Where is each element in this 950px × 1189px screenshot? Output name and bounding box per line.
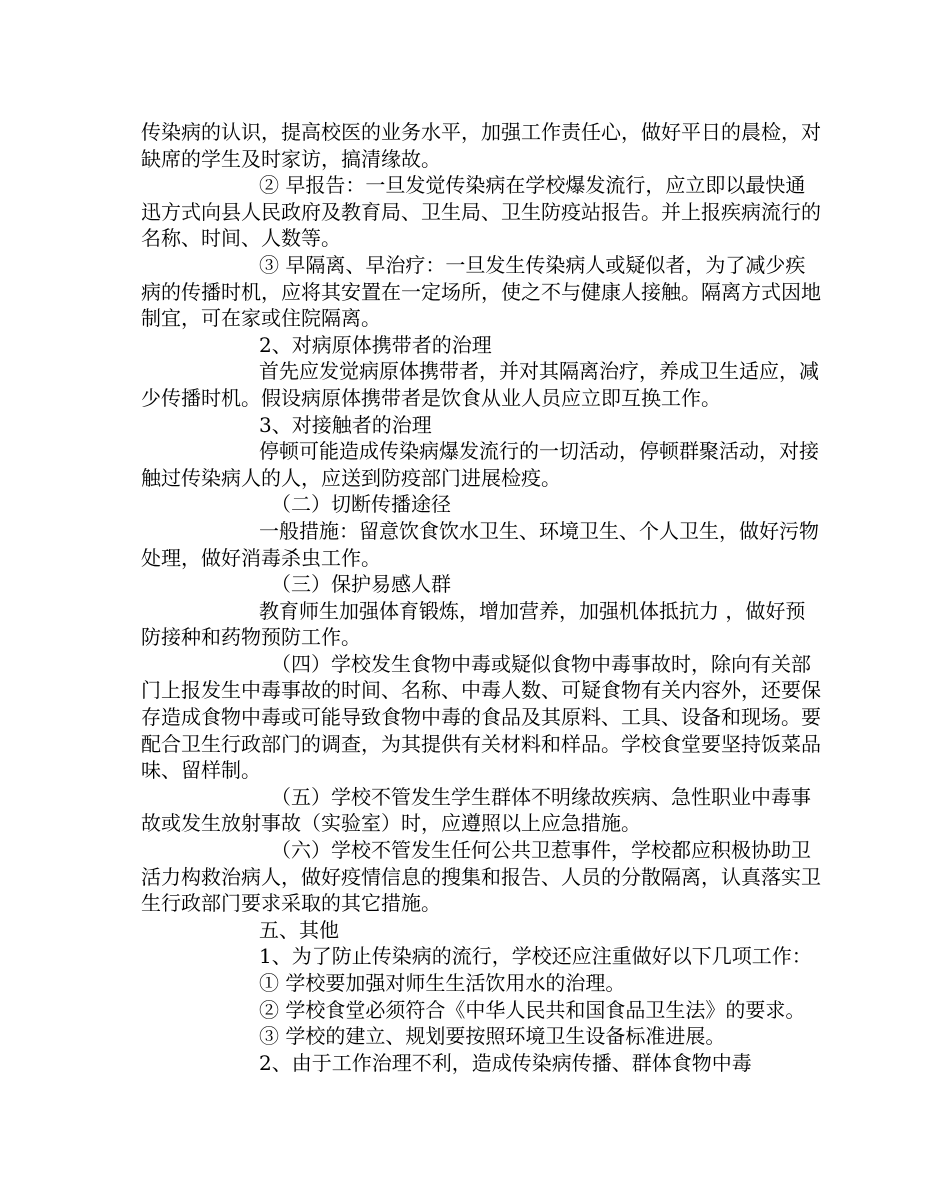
paragraph-early-report: ② 早报告：一旦发觉传染病在学校爆发流行，应立即以最快通迅方式向县人民政府及教育局、卫生局、卫生防疫站报告。并上报疾病流行的名称、时间、人数等。 (141, 173, 821, 251)
heading-contact-management: 3、对接触者的治理 (259, 412, 432, 437)
heading-other: 五、其他 (259, 917, 339, 942)
paragraph-public-health-event: （六）学校不管发生任何公共卫惹事件，学校都应积极协助卫活力构救治病人，做好疫情信息的搜集和报告、人员的分散隔离，认真落实卫生行政部门要求采取的其它措施。 (141, 838, 821, 916)
paragraph-contact-management: 停顿可能造成传染病爆发流行的一切活动，停顿群聚活动，对接触过传染病人的人，应送到防疫部门进展检疫。 (141, 439, 819, 490)
list-item-construction-planning: ③ 学校的建立、规划要按照环境卫生设备标准进展。 (259, 1024, 726, 1049)
list-item-drinking-water: ① 学校要加强对师生生活饮用水的治理。 (259, 971, 626, 995)
paragraph-carrier-management: 首先应发觉病原体携带者，并对其隔离治疗，养成卫生适应，减少传播时机。假设病原体携带者是饮食从业人员应立即互换工作。 (141, 359, 819, 410)
paragraph-food-poisoning: （四）学校发生食物中毒或疑似食物中毒事故时，除向有关部门上报发生中毒事故的时间、名称、中毒人数、可疑食物有关内容外，还要保存造成食物中毒或可能导致食物中毒的食品及其原料、工具、设备和现场。要配合卫生行政部门的调查，为其提供有关材料和样品。学校食堂要坚持饭菜品味、留样制。 (141, 651, 821, 783)
paragraph-unknown-disease: （五）学校不管发生学生群体不明缘故疾病、急性职业中毒事故或发生放射事故（实验室）时，应遵照以上应急措施。 (141, 784, 811, 836)
list-item-canteen-law: ② 学校食堂必须符合《中华人民共和国食品卫生法》的要求。 (259, 997, 806, 1022)
paragraph-prevent-epidemic: 1、为了防止传染病的流行，学校还应注重做好以下几项工作： (259, 944, 812, 969)
paragraph-management-failure: 2、由于工作治理不利，造成传染病传播、群体食物中毒 (259, 1050, 752, 1075)
document-page (141, 119, 821, 1076)
heading-protect-susceptible: （三）保护易感人群 (271, 572, 451, 597)
paragraph-continuation: 传染病的认识，提高校医的业务水平，加强工作责任心，做好平日的晨检，对缺席的学生及时家访，搞清缘故。 (141, 120, 821, 171)
heading-cut-transmission: （二）切断传播途径 (271, 492, 451, 517)
paragraph-physical-exercise: 教育师生加强体育锻炼，增加营养，加强机体抵抗力 ，做好预防接种和药物预防工作。 (141, 598, 806, 650)
paragraph-early-isolation: ③ 早隔离、早治疗：一旦发生传染病人或疑似者，为了减少疾病的传播时机，应将其安置在一定场所，使之不与健康人接触。隔离方式因地制宜，可在家或住院隔离。 (141, 252, 821, 331)
paragraph-general-measures: 一般措施：留意饮食饮水卫生、环境卫生、个人卫生，做好污物处理，做好消毒杀虫工作。 (141, 518, 819, 570)
heading-carrier-management: 2、对病原体携带者的治理 (259, 332, 492, 357)
